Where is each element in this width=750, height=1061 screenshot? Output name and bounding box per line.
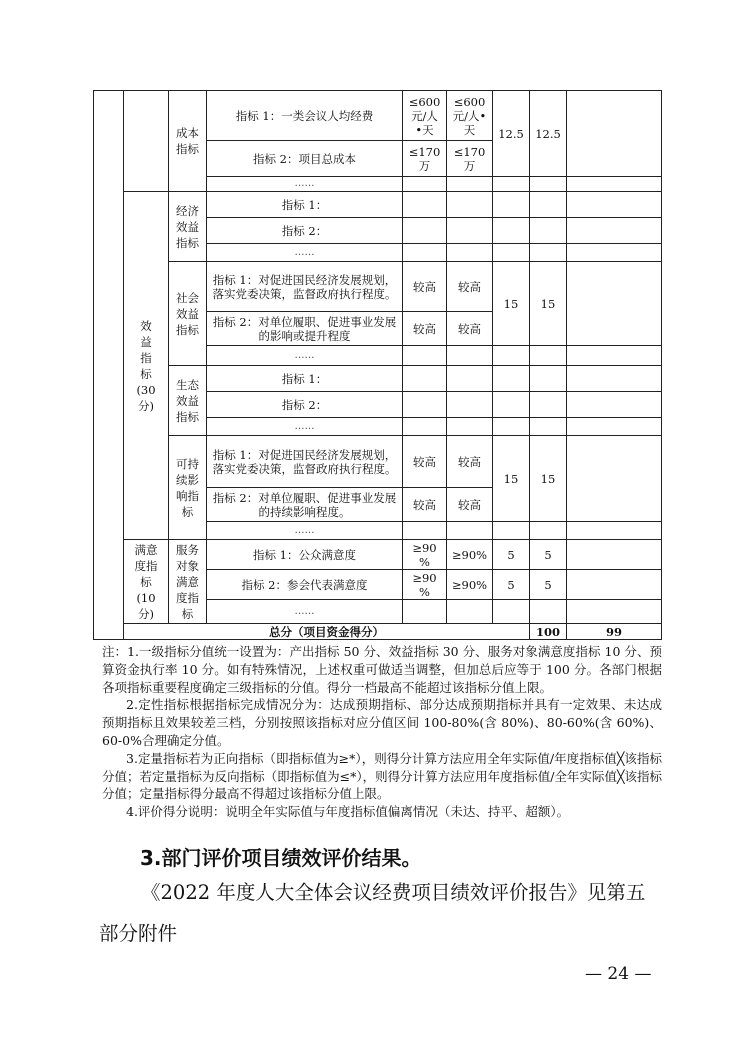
total-row — [94, 624, 662, 640]
benefit-group-label: 效 益 指 标 (30 分) — [124, 192, 169, 540]
indicator-name: 指标 2：对单位履职、促进事业发展的影响或提升程度 — [207, 312, 403, 346]
remark-cell — [567, 262, 662, 346]
blank-cell — [124, 91, 169, 192]
indicator-name: 指标 1：对促进国民经济发展规划，落实党委决策，监督政府执行程度。 — [207, 262, 403, 312]
ellipsis-row: …… — [207, 600, 403, 624]
table-row — [94, 91, 662, 141]
score-value: 5 — [530, 570, 567, 600]
actual-value: ≤170 万 — [447, 141, 493, 177]
ellipsis-row: …… — [207, 177, 403, 192]
actual-value: 较高 — [447, 488, 493, 522]
section-heading: 3.部门评价项目绩效评价结果。 — [140, 846, 422, 870]
score-value: 15 — [530, 436, 567, 522]
eco-group-label: 生态 效益 指标 — [169, 366, 207, 436]
indicator-name: 指标 2：项目总成本 — [207, 141, 403, 177]
indicator-name: 指标 1：公众满意度 — [207, 540, 403, 570]
sustain-group-label: 可持 续影 响指 标 — [169, 436, 207, 540]
remark-cell — [567, 570, 662, 600]
table-row — [94, 192, 662, 218]
social-group-label: 社会 效益 指标 — [169, 262, 207, 366]
ellipsis-row: …… — [207, 418, 403, 436]
annual-target: 较高 — [403, 312, 447, 346]
total-weight: 100 — [530, 624, 567, 640]
table-row — [94, 366, 662, 392]
ellipsis-row: …… — [207, 522, 403, 540]
ellipsis-row: …… — [207, 346, 403, 366]
actual-value: 较高 — [447, 312, 493, 346]
cost-group-label: 成本 指标 — [169, 91, 207, 192]
actual-value: ≥90% — [447, 540, 493, 570]
note-4: 4.评价得分说明：说明全年实际值与年度指标值偏离情况（未达、持平、超额）。 — [126, 804, 570, 820]
annual-target: 较高 — [403, 488, 447, 522]
note-3: 3.定量指标若为正向指标（即指标值为≥*），则得分计算方法应用全年实际值/年度指标值╳该指标分值；若定量指标为反向指标（即指标值为≤*），则得分计算方法应用年度指标值/全年实际值╳该指标分值；定量指标得分最高不得超过该指标分值上限。 — [102, 750, 662, 802]
indicator-name: 指标 1： — [207, 366, 403, 392]
annual-target: ≥90 % — [403, 570, 447, 600]
weight-value: 12.5 — [493, 91, 530, 177]
indicator-name: 指标 1：对促进国民经济发展规划，落实党委决策，监督政府执行程度。 — [207, 436, 403, 488]
indicator-name: 指标 2：对单位履职、促进事业发展的持续影响程度。 — [207, 488, 403, 522]
annual-target: ≤600 元/人 •天 — [403, 91, 447, 141]
table-row — [94, 436, 662, 488]
body-paragraph: 《2022 年度人大全体会议经费项目绩效评价报告》见第五部分附件 — [99, 881, 646, 945]
first-level-blank-cell — [94, 91, 124, 640]
note-1: 注：1.一级指标分值统一设置为：产出指标 50 分、效益指标 30 分、服务对象满意度指标 10 分、预算资金执行率 10 分。如有特殊情况，上述权重可做适当调整，但加总后应等于 100 分。各部门根据各项指标重要程度确定三级指标的分值。得分一档最高不能超过该指标分值上限。 — [102, 644, 662, 695]
indicator-name: 指标 2：参会代表满意度 — [207, 570, 403, 600]
note-2: 2.定性指标根据指标完成情况分为：达成预期指标、部分达成预期指标并具有一定效果、未达成预期指标且效果较差三档，分别按照该指标对应分值区间 100-80%(含 80%)、80-60%(含 60%)、60-0%合理确定分值。 — [102, 697, 662, 748]
actual-value: 较高 — [447, 436, 493, 488]
actual-value: 较高 — [447, 262, 493, 312]
remark-cell — [567, 540, 662, 570]
total-label: 总分（项目资金得分） — [124, 624, 530, 640]
indicator-name: 指标 1： — [207, 192, 403, 218]
weight-value: 5 — [493, 540, 530, 570]
performance-table — [93, 90, 662, 640]
indicator-name: 指标 2： — [207, 392, 403, 418]
score-value: 15 — [530, 262, 567, 346]
indicator-name: 指标 2： — [207, 218, 403, 244]
score-value: 12.5 — [530, 91, 567, 177]
table-notes — [102, 643, 662, 821]
econ-group-label: 经济 效益 指标 — [169, 192, 207, 262]
weight-value: 5 — [493, 570, 530, 600]
page-number: — 24 — — [585, 964, 652, 984]
annual-target: 较高 — [403, 436, 447, 488]
remark-cell — [567, 436, 662, 522]
indicator-name: 指标 1：一类会议人均经费 — [207, 91, 403, 141]
score-value: 5 — [530, 540, 567, 570]
annual-target: 较高 — [403, 262, 447, 312]
ellipsis-row: …… — [207, 244, 403, 262]
total-score: 99 — [567, 624, 662, 640]
annual-target: ≤170 万 — [403, 141, 447, 177]
table-row — [94, 262, 662, 312]
satisfaction-group-label: 满意 度指 标 (10 分) — [124, 540, 169, 624]
annual-target: ≥90 % — [403, 540, 447, 570]
table-row — [94, 540, 662, 570]
service-satisfaction-label: 服务 对象 满意 度指 标 — [169, 540, 207, 624]
weight-value: 15 — [493, 262, 530, 346]
actual-value: ≥90% — [447, 570, 493, 600]
actual-value: ≤600 元/人• 天 — [447, 91, 493, 141]
remark-cell — [567, 91, 662, 177]
weight-value: 15 — [493, 436, 530, 522]
